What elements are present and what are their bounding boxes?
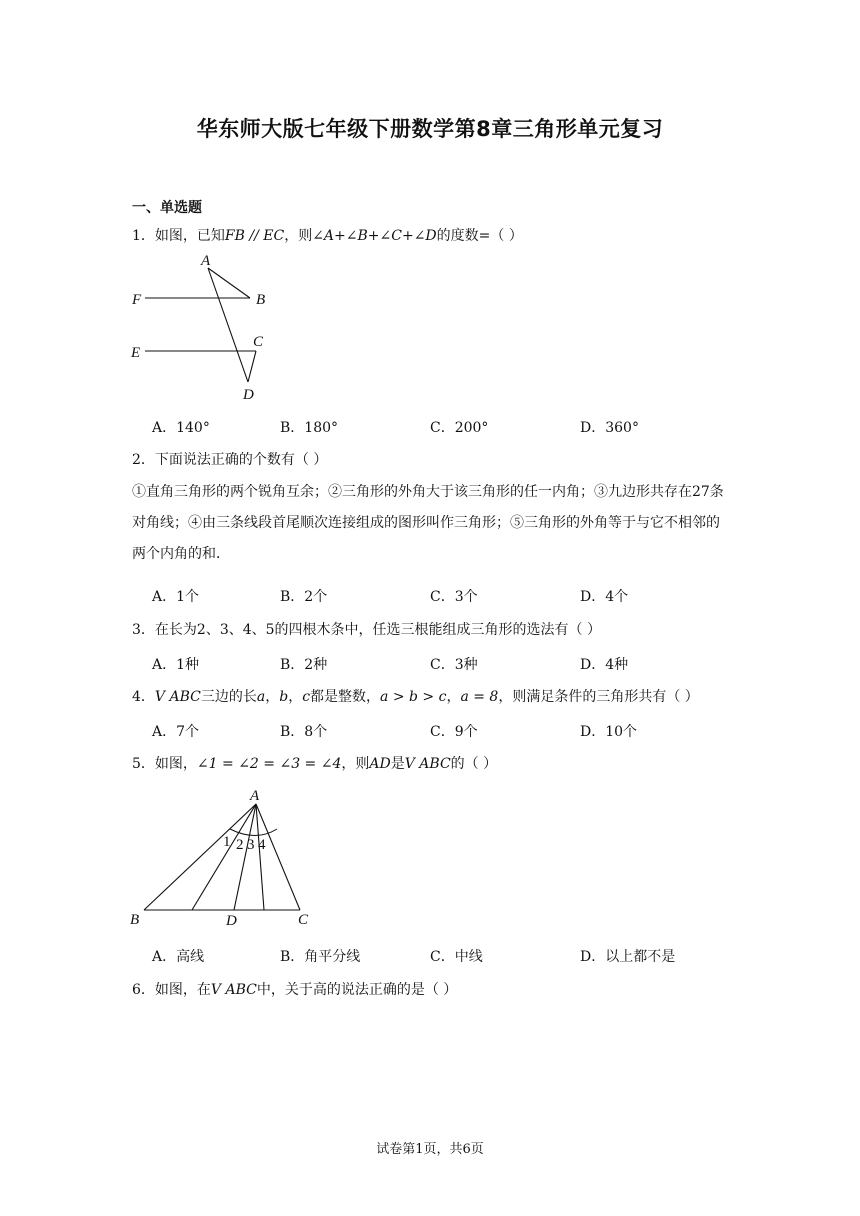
question-6-stem [132, 980, 457, 1000]
segment-ad [208, 268, 248, 382]
q6-math-triangle: V ABC [210, 982, 257, 998]
q4-text-mid1: 三边的长 [200, 689, 257, 705]
question-3-options [152, 654, 752, 676]
page-title: 华东师大版七年级下册数学第8章三角形单元复习 [196, 117, 664, 141]
q2-option-a[interactable]: A．1个 [152, 589, 200, 605]
q1-text-mid: ，则 [284, 228, 313, 244]
q2-option-b[interactable]: B．2个 [280, 589, 328, 605]
q5-math-angles: ∠1 = ∠2 = ∠3 = ∠4 [196, 756, 342, 772]
q3-option-d[interactable]: D．4种 [580, 657, 629, 673]
label-e: E [131, 345, 141, 361]
question-2-options [152, 586, 752, 608]
question-2-body: ①直角三角形的两个锐角互余；②三角形的外角大于该三角形的任一内角；③九边形共存在27条对角线；④由三条线段首尾顺次连接组成的图形叫作三角形；⑤三角形的外角等于与它不相邻的两个内角的和． [132, 484, 724, 562]
segment-ab [208, 268, 250, 298]
q5-option-a[interactable]: A．高线 [152, 949, 205, 965]
page-footer: 试卷第1页，共6页 [376, 1142, 484, 1157]
q4-text-mid3: ， [288, 689, 303, 705]
q1-math-angles: ∠A+∠B+∠C+∠D [312, 228, 437, 244]
question-5-figure [126, 784, 326, 934]
q3-option-b[interactable]: B．2种 [280, 657, 328, 673]
q2-option-c[interactable]: C．3个 [430, 589, 478, 605]
question-1-options [152, 417, 752, 439]
q4-option-d[interactable]: D．10个 [580, 724, 638, 740]
q3-option-a[interactable]: A．1种 [152, 657, 200, 673]
q4-math-c: c [302, 689, 311, 705]
label-d: D [243, 387, 254, 403]
q5-option-b[interactable]: B．角平分线 [280, 949, 361, 965]
q1-option-d[interactable]: D．360° [580, 420, 639, 436]
q4-text-post: ，则满足条件的三角形共有（ ） [498, 689, 699, 705]
q4-math-a-value: a = 8 [460, 689, 499, 705]
angle-label-4: 4 [258, 837, 266, 853]
segment-ab [144, 804, 256, 910]
q4-option-b[interactable]: B．8个 [280, 724, 328, 740]
segment-cd [248, 351, 256, 382]
label-d: D [226, 913, 237, 929]
q6-text-post: 中，关于高的说法正确的是（ ） [256, 982, 458, 998]
label-b: B [130, 912, 140, 928]
question-2-stem: 2．下面说法正确的个数有（ ） [132, 452, 328, 468]
label-b: B [256, 292, 266, 308]
q1-text-post: 的度数=（ ） [436, 228, 523, 244]
q5-option-d[interactable]: D．以上都不是 [580, 949, 676, 965]
q4-option-a[interactable]: A．7个 [152, 724, 200, 740]
question-4-stem [132, 687, 699, 707]
q2-option-d[interactable]: D．4个 [580, 589, 629, 605]
q1-math-parallel: FB // EC [224, 228, 285, 244]
q5-text-mid: ，则 [341, 756, 370, 772]
q5-math-triangle: V ABC [404, 756, 451, 772]
question-4-options [152, 721, 752, 743]
q4-math-a: a [256, 689, 266, 705]
q4-math-inequality: a > b > c [380, 689, 447, 705]
q4-option-c[interactable]: C．9个 [430, 724, 478, 740]
q6-text-pre: 6．如图，在 [132, 982, 211, 998]
label-a: A [201, 253, 211, 269]
segment-ad [234, 804, 256, 910]
q4-math-triangle: V ABC [154, 689, 201, 705]
question-1-stem [132, 226, 523, 246]
q5-option-c[interactable]: C．中线 [430, 949, 483, 965]
q4-text-mid5: ， [446, 689, 461, 705]
q4-text-mid4: 都是整数， [310, 689, 381, 705]
angle-label-1: 1 [223, 834, 231, 850]
question-5-stem [132, 754, 497, 774]
q1-text-pre: 1．如图，已知 [132, 228, 225, 244]
q4-text-mid2: ， [265, 689, 280, 705]
q5-text-pre: 5．如图， [132, 756, 197, 772]
segment-ray-1 [192, 804, 256, 910]
angle-label-2: 2 [236, 837, 244, 853]
q1-option-b[interactable]: B．180° [280, 420, 339, 436]
angle-label-3: 3 [247, 837, 255, 853]
q5-math-ad: AD [369, 756, 391, 772]
q1-option-c[interactable]: C．200° [430, 420, 489, 436]
label-c: C [253, 334, 264, 350]
question-5-options [152, 946, 752, 968]
label-f: F [132, 292, 142, 308]
question-3-stem: 3．在长为2、3、4、5的四根木条中，任选三根能组成三角形的选法有（ ） [132, 622, 601, 638]
label-a: A [250, 788, 260, 804]
label-c: C [298, 912, 309, 928]
q5-text-post: 的（ ） [450, 756, 498, 772]
q4-text-pre: 4． [132, 689, 155, 705]
section-heading: 一、单选题 [132, 200, 202, 216]
question-1-figure [126, 250, 286, 406]
q3-option-c[interactable]: C．3种 [430, 657, 478, 673]
q5-text-mid2: 是 [390, 756, 405, 772]
q1-option-a[interactable]: A．140° [152, 420, 210, 436]
q4-math-b: b [279, 689, 289, 705]
